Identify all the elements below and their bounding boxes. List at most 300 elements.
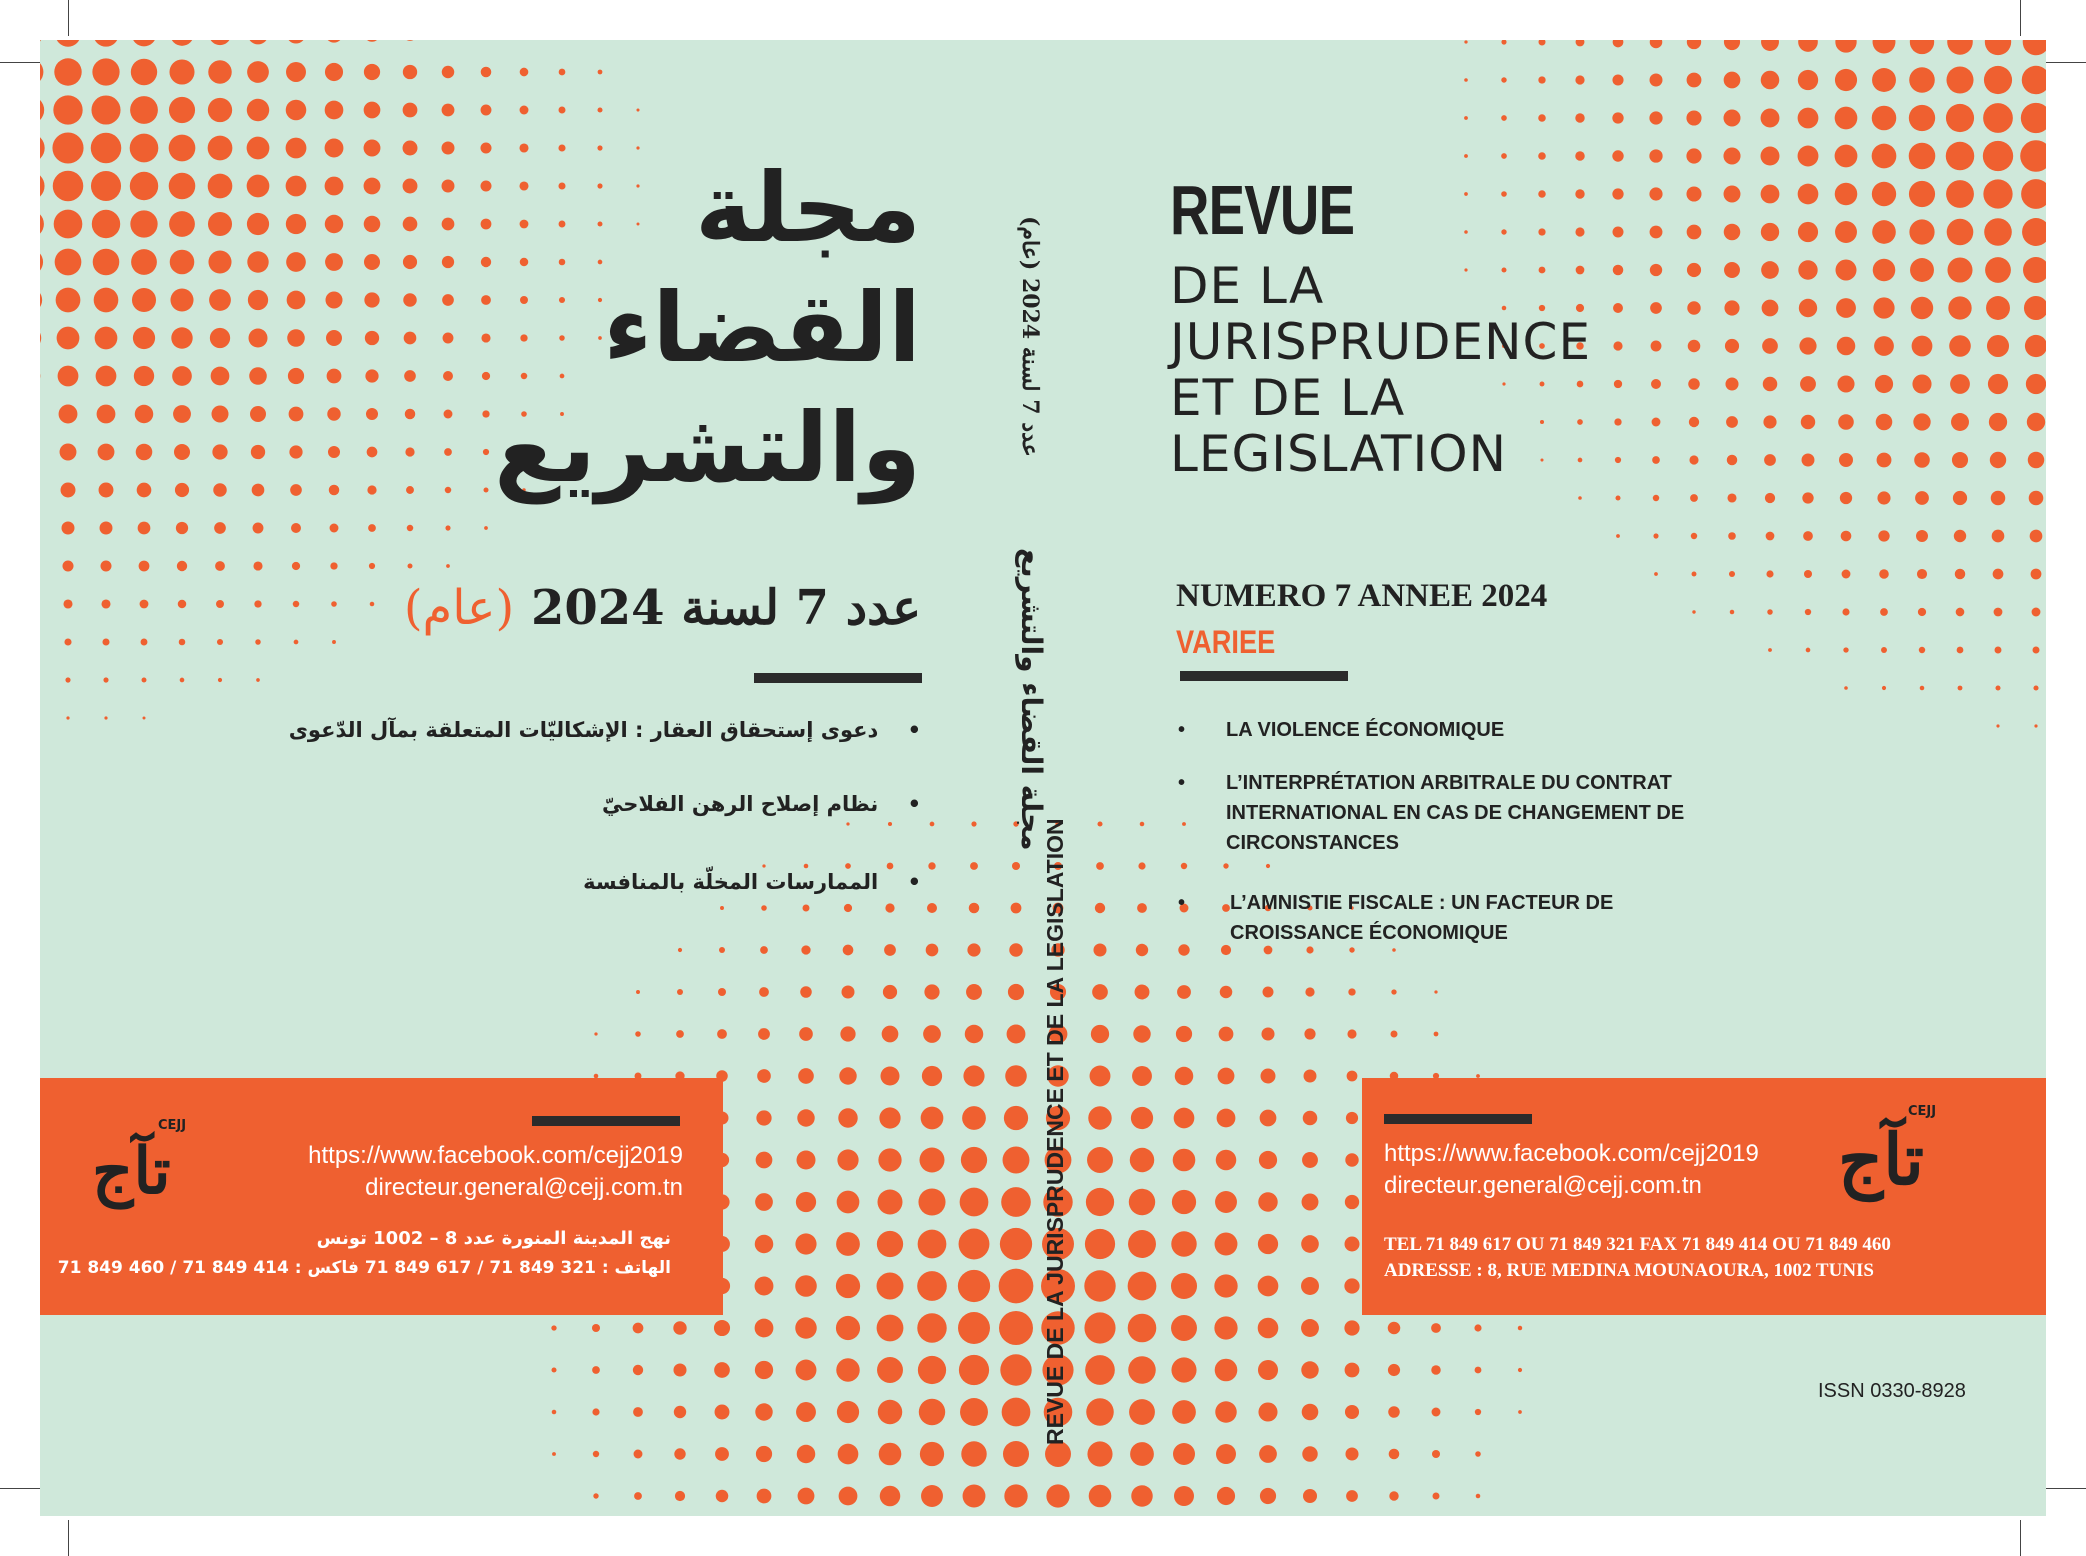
halftone-dot — [1301, 1277, 1319, 1295]
halftone-dot — [253, 523, 264, 534]
halftone-dot — [1258, 1402, 1277, 1421]
halftone-dot — [135, 405, 153, 423]
halftone-dot — [1872, 220, 1896, 244]
halftone-dot — [673, 1321, 686, 1334]
halftone-dot — [1090, 1066, 1111, 1087]
halftone-dot — [1085, 1229, 1115, 1259]
halftone-dot — [52, 132, 83, 163]
halftone-dot — [66, 716, 69, 719]
halftone-dot — [1434, 990, 1437, 993]
halftone-dot — [1538, 76, 1545, 83]
halftone-dot — [91, 171, 121, 201]
halftone-dot — [1912, 374, 1931, 393]
halftone-dot — [286, 138, 307, 159]
halftone-dot — [918, 1188, 945, 1215]
halftone-dot — [1464, 192, 1468, 196]
halftone-dot — [1762, 300, 1779, 317]
halftone-dot — [1763, 415, 1776, 428]
halftone-dot — [65, 677, 70, 682]
halftone-dot — [1475, 1367, 1482, 1374]
halftone-dot — [1841, 531, 1852, 542]
halftone-dot — [1344, 1320, 1359, 1335]
halftone-dot — [292, 562, 300, 570]
halftone-dot — [1844, 686, 1848, 690]
halftone-dot — [98, 444, 115, 461]
halftone-dot — [1133, 1025, 1150, 1042]
halftone-dot — [208, 136, 233, 161]
halftone-dot — [1046, 1484, 1069, 1507]
halftone-dot — [1692, 610, 1695, 613]
crop-mark — [68, 0, 69, 36]
arabic-issue-prefix: عدد 7 لسنة — [681, 580, 921, 636]
halftone-dot — [1087, 1441, 1112, 1466]
halftone-dot — [132, 40, 157, 46]
halftone-dot — [288, 368, 304, 384]
halftone-dot — [1798, 260, 1817, 279]
halftone-dot — [520, 68, 529, 77]
halftone-dot — [210, 328, 230, 348]
halftone-dot — [1761, 261, 1779, 279]
halftone-dot — [1992, 530, 2005, 543]
halftone-dot — [2029, 491, 2044, 506]
halftone-dot — [877, 1357, 903, 1383]
halftone-dot — [1835, 183, 1858, 206]
halftone-dot — [1689, 417, 1699, 427]
halftone-dot — [96, 366, 117, 387]
halftone-dot — [1128, 1230, 1156, 1258]
halftone-dot — [2023, 257, 2046, 283]
divider-rule — [754, 673, 922, 683]
halftone-dot — [1303, 1111, 1318, 1126]
halftone-dot — [1389, 1449, 1400, 1460]
halftone-dot — [1955, 569, 1966, 580]
halftone-dot — [836, 1358, 859, 1381]
halftone-dot — [1872, 68, 1896, 92]
halftone-dot — [1129, 1399, 1155, 1425]
halftone-dot — [212, 444, 227, 459]
halftone-dot — [217, 639, 223, 645]
halftone-dot — [1097, 821, 1102, 826]
arabic-title — [321, 148, 921, 508]
halftone-dot — [53, 171, 84, 202]
halftone-dot — [1996, 724, 1999, 727]
halftone-dot — [1344, 1278, 1359, 1293]
halftone-dot — [172, 366, 192, 386]
halftone-dot — [286, 40, 305, 44]
bullet-icon — [1178, 888, 1230, 948]
halftone-dot — [1687, 40, 1701, 49]
facebook-link[interactable]: https://www.facebook.com/cejj2019 — [308, 1142, 683, 1169]
halftone-dot — [1804, 570, 1812, 578]
arabic-article-item: • الممارسات المخلّة بالمنافسة — [221, 870, 921, 894]
halftone-dot — [93, 40, 118, 47]
halftone-dot — [880, 1066, 899, 1085]
halftone-dot — [290, 484, 302, 496]
halftone-dot — [1575, 75, 1584, 84]
halftone-dot — [1837, 375, 1854, 392]
halftone-dot — [798, 1488, 815, 1505]
cejj-logo — [1838, 1104, 1998, 1224]
halftone-dot — [1872, 106, 1897, 131]
halftone-dot — [1909, 219, 1934, 244]
halftone-dot — [1798, 222, 1818, 242]
halftone-dot — [885, 903, 894, 912]
halftone-dot — [1948, 296, 1971, 319]
halftone-dot — [55, 249, 82, 276]
halftone-dot — [883, 985, 897, 999]
halftone-dot — [170, 40, 194, 46]
front-footer-box — [1362, 1078, 2046, 1315]
halftone-dot — [837, 1401, 859, 1423]
halftone-dot — [1258, 1192, 1277, 1211]
halftone-dot — [920, 1442, 944, 1466]
halftone-dot — [1214, 1316, 1237, 1339]
bullet-icon — [908, 792, 921, 816]
halftone-dot — [1761, 71, 1780, 90]
email-link[interactable]: directeur.general@cejj.com.tn — [1384, 1172, 1702, 1199]
halftone-dot — [1172, 1190, 1196, 1214]
halftone-dot — [1613, 40, 1624, 47]
halftone-dot — [961, 1441, 986, 1466]
halftone-dot — [1301, 1235, 1319, 1253]
halftone-dot — [1391, 989, 1396, 994]
halftone-dot — [1086, 1188, 1114, 1216]
halftone-dot — [287, 291, 306, 310]
halftone-dot — [1918, 608, 1926, 616]
halftone-dot — [1873, 40, 1896, 53]
halftone-dot — [597, 107, 602, 112]
halftone-dot — [1215, 1191, 1237, 1213]
halftone-dot — [839, 1067, 856, 1084]
halftone-dot — [917, 1313, 946, 1342]
halftone-dot — [1171, 1357, 1196, 1382]
halftone-dot — [1003, 1441, 1029, 1467]
halftone-dot — [1768, 648, 1772, 652]
halftone-dot — [91, 95, 120, 124]
logo-mark: تآج — [1838, 1118, 1924, 1201]
halftone-dot — [718, 988, 726, 996]
halftone-dot — [1946, 180, 1974, 208]
halftone-dot — [1947, 219, 1974, 246]
halftone-dot — [969, 903, 980, 914]
halftone-dot — [1301, 1319, 1319, 1337]
halftone-dot — [2026, 374, 2046, 394]
halftone-dot — [325, 101, 344, 120]
halftone-dot — [1761, 40, 1779, 51]
email-link[interactable]: directeur.general@cejj.com.tn — [365, 1174, 683, 1201]
halftone-dot — [1994, 608, 2003, 617]
halftone-dot — [715, 1447, 729, 1461]
halftone-dot — [1946, 142, 1974, 170]
halftone-dot — [134, 366, 154, 386]
halftone-dot — [1303, 1489, 1317, 1503]
halftone-dot — [101, 599, 110, 608]
halftone-dot — [1801, 415, 1815, 429]
halftone-dot — [1004, 1106, 1028, 1130]
halftone-dot — [1723, 147, 1740, 164]
halftone-dot — [1730, 610, 1735, 615]
halftone-dot — [169, 59, 194, 84]
halftone-dot — [484, 526, 488, 530]
halftone-dot — [1135, 985, 1150, 1000]
halftone-dot — [1474, 1324, 1481, 1331]
halftone-dot — [1983, 103, 2013, 133]
halftone-dot — [958, 1270, 990, 1302]
halftone-dot — [1651, 379, 1661, 389]
halftone-dot — [1956, 608, 1965, 617]
halftone-dot — [215, 561, 225, 571]
halftone-dot — [1806, 648, 1811, 653]
halftone-dot — [1726, 416, 1738, 428]
halftone-dot — [1000, 1228, 1032, 1260]
halftone-dot — [247, 175, 270, 198]
halftone-dot — [960, 1188, 989, 1217]
halftone-dot — [633, 1323, 644, 1334]
halftone-dot — [1958, 686, 1963, 691]
halftone-dot — [1991, 491, 2006, 506]
halftone-dot — [175, 483, 189, 497]
halftone-dot — [169, 135, 196, 162]
halftone-dot — [141, 639, 148, 646]
halftone-dot — [1518, 1368, 1522, 1372]
halftone-dot — [59, 405, 78, 424]
halftone-dot — [174, 444, 190, 460]
halftone-dot — [1957, 647, 1964, 654]
front-title-bold: REVUE — [1170, 171, 1355, 249]
halftone-dot — [1879, 569, 1889, 579]
halftone-dot — [1005, 1065, 1027, 1087]
halftone-dot — [254, 600, 261, 607]
halftone-dot — [1095, 903, 1105, 913]
halftone-dot — [1798, 146, 1819, 167]
halftone-dot — [636, 990, 640, 994]
halftone-dot — [1612, 74, 1623, 85]
halftone-dot — [173, 405, 191, 423]
halftone-dot — [592, 1366, 600, 1374]
halftone-dot — [843, 945, 854, 956]
halftone-dot — [1983, 179, 2012, 208]
halftone-dot — [1766, 532, 1775, 541]
halftone-dot — [1575, 189, 1584, 198]
halftone-dot — [1137, 903, 1147, 913]
halftone-dot — [131, 249, 157, 275]
halftone-dot — [330, 524, 339, 533]
halftone-dot — [757, 1489, 772, 1504]
halftone-dot — [1989, 413, 2007, 431]
halftone-dot — [325, 40, 342, 43]
halftone-dot — [1988, 374, 2008, 394]
halftone-dot — [1767, 609, 1772, 614]
halftone-dot — [1993, 569, 2004, 580]
halftone-dot — [481, 105, 492, 116]
halftone-dot — [1803, 531, 1813, 541]
halftone-dot — [1798, 184, 1819, 205]
halftone-dot — [103, 677, 108, 682]
halftone-dot — [2027, 413, 2045, 431]
halftone-dot — [2033, 685, 2038, 690]
halftone-dot — [1686, 186, 1701, 201]
halftone-dot — [930, 822, 935, 827]
halftone-dot — [795, 1317, 816, 1338]
halftone-dot — [1842, 570, 1851, 579]
halftone-dot — [877, 1315, 904, 1342]
halftone-dot — [592, 1408, 599, 1415]
halftone-dot — [1138, 862, 1145, 869]
halftone-dot — [1724, 72, 1741, 89]
halftone-dot — [1128, 1272, 1157, 1301]
halftone-dot — [1345, 1237, 1360, 1252]
halftone-dot — [176, 522, 188, 534]
halftone-dot — [1761, 185, 1780, 204]
halftone-dot — [256, 678, 260, 682]
halftone-dot — [178, 600, 186, 608]
halftone-dot — [1881, 647, 1887, 653]
halftone-dot — [1302, 1194, 1319, 1211]
halftone-dot — [1171, 1315, 1197, 1341]
halftone-dot — [170, 250, 195, 275]
halftone-dot — [1842, 608, 1849, 615]
halftone-dot — [1347, 1071, 1358, 1082]
halftone-dot — [1995, 685, 2000, 690]
halftone-dot — [967, 943, 980, 956]
halftone-dot — [1613, 303, 1623, 313]
halftone-dot — [1388, 1406, 1400, 1418]
halftone-dot — [1464, 116, 1468, 120]
halftone-dot — [133, 327, 155, 349]
halftone-dot — [403, 65, 417, 79]
halftone-dot — [1432, 1408, 1441, 1417]
halftone-dot — [1084, 1312, 1115, 1343]
halftone-dot — [1650, 74, 1663, 87]
halftone-dot — [1346, 1112, 1358, 1124]
arabic-article-item: • دعوى إستحقاق العقار : الإشكاليّات المتعلقة بمآل الدّعوى — [221, 718, 921, 792]
facebook-link[interactable]: https://www.facebook.com/cejj2019 — [1384, 1140, 1759, 1167]
halftone-dot — [1345, 1405, 1359, 1419]
halftone-dot — [1986, 296, 2010, 320]
halftone-dot — [130, 172, 158, 200]
halftone-dot — [1882, 686, 1886, 690]
halftone-dot — [102, 638, 109, 645]
halftone-dot — [131, 59, 157, 85]
halftone-dot — [247, 251, 268, 272]
halftone-dot — [1012, 862, 1020, 870]
halftone-dot — [1001, 1187, 1031, 1217]
crop-mark — [0, 1488, 40, 1489]
french-article-item: • L’AMNISTIE FISCALE : UN FACTEUR DE CROISSANCE ÉCONOMIQUE — [1178, 888, 1718, 948]
halftone-dot — [1175, 1067, 1194, 1086]
halftone-dot — [170, 288, 193, 311]
halftone-dot — [1009, 943, 1022, 956]
halftone-dot — [94, 288, 119, 313]
halftone-dot — [1305, 987, 1314, 996]
halftone-dot — [1649, 111, 1662, 124]
halftone-dot — [364, 40, 380, 42]
halftone-dot — [1802, 454, 1815, 467]
halftone-dot — [1217, 1487, 1235, 1505]
halftone-dot — [40, 171, 45, 200]
halftone-dot — [91, 133, 122, 164]
halftone-dot — [800, 986, 812, 998]
halftone-dot — [1652, 456, 1660, 464]
halftone-dot — [209, 40, 231, 45]
halftone-dot — [592, 1324, 600, 1332]
halftone-dot — [1171, 1273, 1197, 1299]
halftone-dot — [140, 600, 149, 609]
halftone-dot — [1576, 40, 1585, 46]
halftone-dot — [1687, 225, 1702, 240]
halftone-dot — [1176, 1026, 1192, 1042]
logo-mark: تآج — [92, 1134, 171, 1209]
halftone-dot — [1258, 1318, 1279, 1339]
halftone-dot — [1215, 1359, 1238, 1382]
halftone-dot — [1501, 191, 1507, 197]
halftone-dot — [208, 60, 231, 83]
halftone-dot — [253, 561, 262, 570]
halftone-dot — [40, 133, 45, 162]
halftone-dot — [918, 1356, 946, 1384]
halftone-dot — [1093, 943, 1106, 956]
halftone-dot — [1086, 1398, 1114, 1426]
halftone-dot — [1345, 1447, 1358, 1460]
halftone-dot — [1392, 948, 1396, 952]
halftone-dot — [248, 290, 268, 310]
halftone-dot — [1724, 262, 1740, 278]
halftone-dot — [1917, 569, 1927, 579]
halftone-dot — [142, 678, 147, 683]
halftone-dot — [1950, 374, 1970, 394]
halftone-dot — [756, 1152, 773, 1169]
halftone-dot — [247, 137, 270, 160]
halftone-dot — [1983, 141, 2013, 171]
halftone-dot — [877, 1189, 902, 1214]
halftone-dot — [2030, 530, 2043, 543]
halftone-dot — [878, 1400, 902, 1424]
halftone-dot — [801, 945, 810, 954]
halftone-dot — [882, 1026, 899, 1043]
halftone-dot — [40, 249, 43, 275]
halftone-dot — [1302, 1404, 1319, 1421]
halftone-dot — [674, 1448, 685, 1459]
halftone-dot — [1872, 182, 1896, 206]
issn: ISSN 0330-8928 — [1818, 1380, 1966, 1402]
halftone-dot — [1615, 495, 1620, 500]
halftone-dot — [100, 522, 113, 535]
halftone-dot — [2028, 452, 2044, 468]
halftone-dot — [520, 106, 529, 115]
halftone-dot — [1838, 414, 1854, 430]
halftone-dot — [1261, 1027, 1274, 1040]
halftone-dot — [1304, 1028, 1315, 1039]
halftone-dot — [1909, 143, 1936, 170]
halftone-dot — [1686, 110, 1701, 125]
halftone-dot — [878, 1148, 901, 1171]
halftone-dot — [209, 289, 231, 311]
halftone-dot — [714, 1362, 730, 1378]
halftone-dot — [756, 1446, 772, 1462]
divider-rule — [532, 1116, 680, 1126]
halftone-dot — [959, 1355, 989, 1385]
halftone-dot — [677, 989, 683, 995]
halftone-dot — [1518, 1326, 1522, 1330]
arabic-issue-line — [321, 580, 921, 636]
halftone-dot — [1654, 572, 1658, 576]
halftone-dot — [216, 600, 224, 608]
halftone-dot — [1909, 105, 1935, 131]
halftone-dot — [1872, 144, 1897, 169]
halftone-dot — [1766, 570, 1773, 577]
halftone-dot — [1649, 149, 1662, 162]
halftone-dot — [1612, 112, 1623, 123]
